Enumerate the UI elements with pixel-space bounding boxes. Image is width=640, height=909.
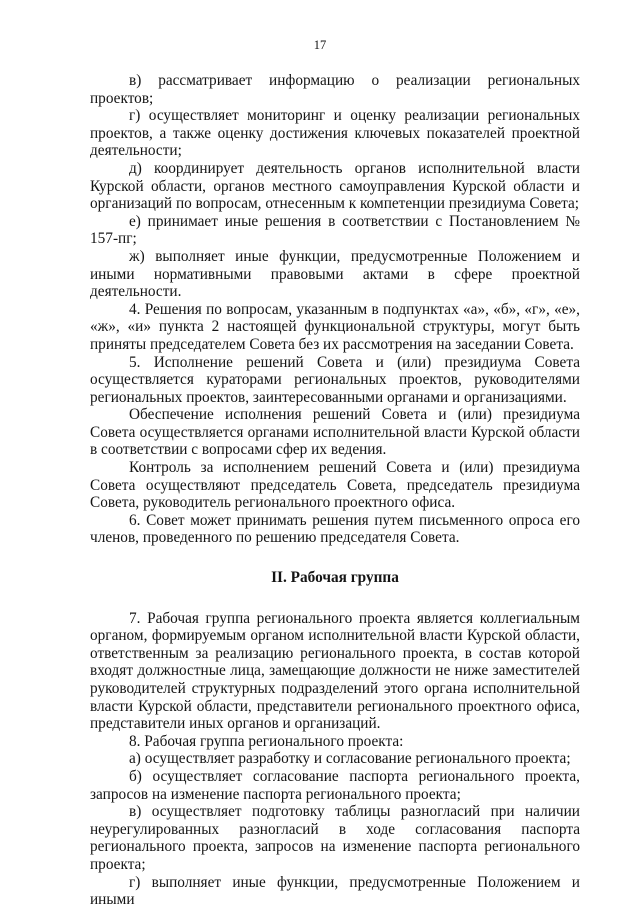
paragraph: 8. Рабочая группа регионального проекта: bbox=[129, 732, 404, 750]
paragraph: в) осуществляет подготовку таблицы разногласий при наличии неурегулированных разногласий в ходе согласования паспорта регионального проекта, запросов на изменение паспорта регионального проекта; bbox=[90, 803, 580, 873]
paragraph: 7. Рабочая группа регионального проекта является коллегиальным органом, формируемым органом исполнительной власти Курской области, ответственным за реализацию регионального проекта, в состав которой входят должностные лица, замещающие должности не ниже заместителей руководителей структурных подразделений этого органа исполнительной власти Курской области, представители регионального проектного офиса, представители иных органов и организаций. bbox=[90, 609, 580, 733]
paragraph: г) осуществляет мониторинг и оценку реализации региональных проектов, а также оценку достижения ключевых показателей проектной деятельности; bbox=[90, 107, 580, 160]
paragraph: Контроль за исполнением решений Совета и (или) президиума Совета осуществляют председатель Совета, председатель президиума Совета, руководитель регионального проектного офиса. bbox=[90, 459, 580, 512]
paragraph: г) выполняет иные функции, предусмотренные Положением и иными bbox=[90, 873, 580, 909]
page-number: 17 bbox=[313, 38, 327, 52]
section-heading: II. Рабочая группа bbox=[271, 569, 399, 587]
paragraph: д) координирует деятельность органов исполнительной власти Курской области, органов местного самоуправления Курской области и организаций по вопросам, отнесенным к компетенции президиума Совета; bbox=[90, 159, 580, 213]
paragraph: е) принимает иные решения в соответствии с Постановлением № 157-пг; bbox=[90, 212, 580, 248]
paragraph: 5. Исполнение решений Совета и (или) президиума Совета осуществляется кураторами региональных проектов, руководителями региональных проектов, заинтересованными органами и организациями. bbox=[90, 353, 580, 406]
paragraph: б) осуществляет согласование паспорта регионального проекта, запросов на изменение паспорта регионального проекта; bbox=[90, 767, 580, 803]
paragraph: 6. Совет может принимать решения путем письменного опроса его членов, проведенного по решению председателя Совета. bbox=[90, 511, 580, 547]
paragraph: в) рассматривает информацию о реализации региональных проектов; bbox=[90, 72, 580, 107]
paragraph: 4. Решения по вопросам, указанным в подпунктах «а», «б», «г», «е», «ж», «и» пункта 2 настоящей функциональной структуры, могут быть приняты председателем Совета без их рассмотрения на заседании Совета. bbox=[90, 300, 580, 353]
paragraph: а) осуществляет разработку и согласование регионального проекта; bbox=[129, 750, 571, 768]
document-body bbox=[90, 72, 580, 909]
paragraph: Обеспечение исполнения решений Совета и (или) президиума Совета осуществляется органами исполнительной власти Курской области в соответствии с вопросами сфер их ведения. bbox=[90, 406, 580, 459]
paragraph: ж) выполняет иные функции, предусмотренные Положением и иными нормативными правовыми актами в сфере проектной деятельности. bbox=[90, 247, 580, 301]
